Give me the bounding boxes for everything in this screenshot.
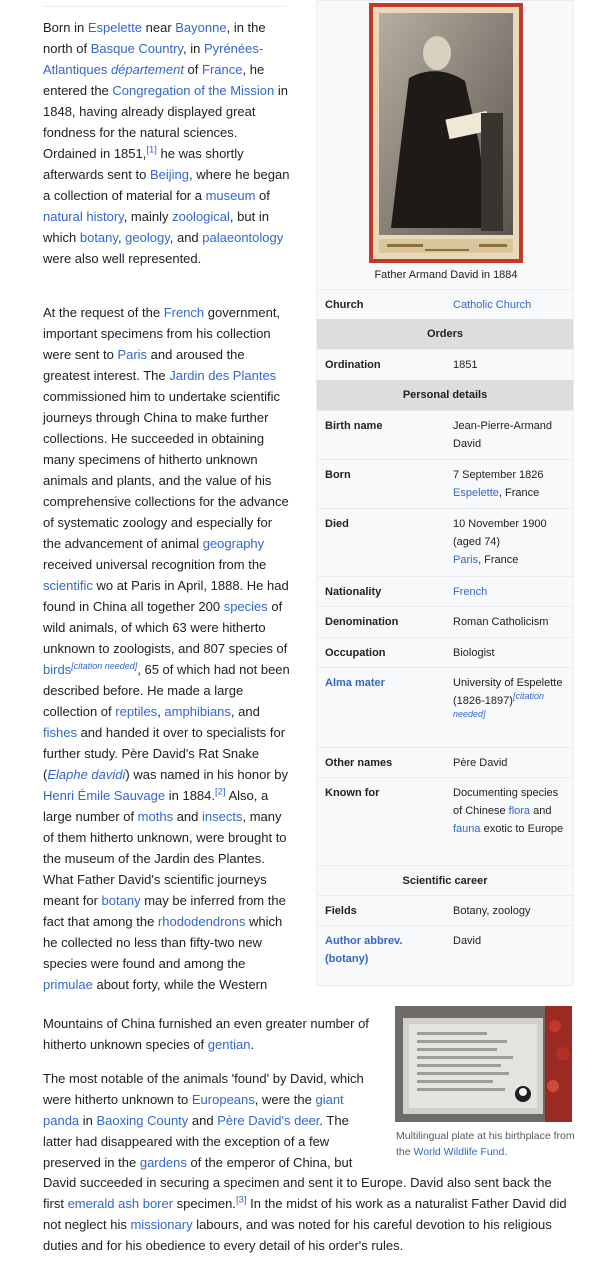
- paragraph-collections: At the request of the French government, important specimens from his collection were sent to Paris and aroused the greatest interest. The Jardin des Plantes commissioned him to undertake scientific journeys through China to make further collections. He succeeded in obtaining many specimens of hitherto unknown animals and plants, and the value of his comprehensive collections for the advance of systematic zoology and especially for the advancement of animal geography received universal recognition from the scientific wo at Paris in April, 1888. He had found in China all together 200 species of wild animals, of which 63 were hitherto unknown to zoologists, and 807 species of birds[citation needed], 65 of which had not been described before. He made a large collection of reptiles, amphibians, and fishes and handed it over to specialists for further study. Père David's Rat Snake (Elaphe davidi) was named in his honor by Henri Émile Sauvage in 1884.[2] Also, a large number of moths and insects, many of them hitherto unknown, were brought to the museum of the Jardin des Plantes. What Father David's scientific journeys meant for botany may be inferred from the fact that among the rhododendrons which he collected no less than fifty-two new species were found and among the primulae about forty, while the Western: [43, 305, 290, 992]
- link-birds[interactable]: birds: [43, 662, 72, 677]
- citation-1[interactable]: [1]: [146, 144, 157, 156]
- link-amphibians[interactable]: amphibians: [164, 704, 231, 719]
- link-europeans[interactable]: Europeans: [191, 1092, 255, 1107]
- header-orders: Orders: [317, 319, 573, 349]
- value-birth-name: Jean-Pierre-Armand David: [453, 420, 553, 450]
- value-denomination: Roman Catholicism: [453, 616, 549, 628]
- portrait-photo[interactable]: [369, 3, 523, 263]
- link-museum[interactable]: museum: [205, 188, 256, 203]
- link-baoxing-county[interactable]: Baoxing County: [96, 1113, 189, 1128]
- label-ordination: Ordination: [325, 359, 381, 371]
- link-fishes[interactable]: fishes: [43, 725, 77, 740]
- link-insects[interactable]: insects: [202, 809, 243, 824]
- label-born: Born: [325, 469, 351, 481]
- row-died: [317, 508, 573, 577]
- link-scientific[interactable]: scientific: [43, 578, 93, 593]
- citation-needed[interactable]: [citation needed]: [71, 660, 138, 671]
- link-natural-history[interactable]: natural history: [43, 209, 124, 224]
- header-personal-details: Personal details: [317, 380, 573, 410]
- link-espelette[interactable]: Espelette: [87, 20, 143, 35]
- row-author-abbrev: [317, 925, 573, 986]
- value-occupation: Biologist: [453, 647, 495, 659]
- paragraph-collections-continued: Mountains of China furnished an even greater number of hitherto unknown species of gentian.: [43, 1016, 369, 1052]
- label-church: Church: [325, 299, 364, 311]
- link-author-abbrev[interactable]: Author abbrev. (botany): [325, 935, 403, 965]
- row-ordination: [317, 349, 573, 380]
- value-born: 7 September 1826 Espelette, France: [453, 469, 544, 499]
- link-france[interactable]: France: [202, 62, 243, 77]
- paragraph-animals-continued: David succeeded in securing a specimen and sent it to Europe. David also sent back the first emerald ash borer specimen.[3] In the midst of his work as a naturalist Father David did not neglect his missionary labours, and was noted for his careful devotion to his religious duties and for his obedience to every detail of his order's rules.: [43, 1175, 567, 1253]
- link-gentian[interactable]: gentian: [207, 1037, 251, 1052]
- label-other-names: Other names: [325, 757, 393, 769]
- link-born-espelette[interactable]: Espelette: [453, 487, 499, 499]
- link-geography[interactable]: geography: [202, 536, 265, 551]
- link-jardin-des-plantes[interactable]: Jardin des Plantes: [169, 368, 277, 383]
- link-botany[interactable]: botany: [79, 230, 118, 245]
- row-known-for: [317, 777, 573, 864]
- link-species[interactable]: species: [223, 599, 268, 614]
- value-died: 10 November 1900 (aged 74) Paris, France: [453, 518, 547, 566]
- link-died-paris[interactable]: Paris: [453, 554, 479, 566]
- link-fauna[interactable]: fauna: [453, 823, 481, 835]
- link-alma-mater[interactable]: Alma mater: [325, 677, 385, 689]
- link-reptiles[interactable]: reptiles: [115, 704, 158, 719]
- value-fields: Botany, zoology: [453, 905, 531, 917]
- photo-caption: Father Armand David in 1884: [374, 269, 518, 281]
- header-scientific-career: Scientific career: [317, 865, 573, 896]
- row-other-names: [317, 747, 573, 778]
- label-nationality: Nationality: [325, 586, 382, 598]
- row-alma-mater: [317, 667, 573, 734]
- label-birth-name: Birth name: [325, 420, 383, 432]
- link-basque-country[interactable]: Basque Country: [90, 41, 183, 56]
- link-primulae[interactable]: primulae: [43, 977, 93, 992]
- link-catholic-church[interactable]: Catholic Church: [453, 299, 532, 311]
- link-henri-emile-sauvage[interactable]: Henri Émile Sauvage: [43, 788, 166, 803]
- link-geology[interactable]: geology: [125, 230, 170, 245]
- link-moths[interactable]: moths: [137, 809, 174, 824]
- citation-2[interactable]: [2]: [215, 786, 226, 798]
- row-born: [317, 459, 573, 509]
- value-known-for: Documenting species of Chinese flora and fauna exotic to Europe: [453, 787, 564, 835]
- plaque-caption: Multilingual plate at his birthplace from the World Wildlife Fund.: [396, 1130, 575, 1158]
- row-occupation: [317, 637, 573, 668]
- link-rhododendrons[interactable]: rhododendrons: [157, 914, 246, 929]
- citation-3[interactable]: [3]: [235, 1194, 247, 1206]
- value-other-names: Père David: [453, 757, 508, 769]
- link-emerald-ash-borer[interactable]: emerald ash borer: [67, 1196, 174, 1211]
- section-divider: [43, 6, 287, 7]
- link-world-wildlife-fund[interactable]: World Wildlife Fund: [413, 1146, 505, 1158]
- link-palaeontology[interactable]: palaeontology: [202, 230, 284, 245]
- infobox: [316, 0, 574, 986]
- link-bayonne[interactable]: Bayonne: [175, 20, 227, 35]
- link-nationality-french[interactable]: French: [453, 586, 488, 598]
- link-botany-2[interactable]: botany: [101, 893, 141, 908]
- link-flora[interactable]: flora: [508, 805, 531, 817]
- paragraph-animals: The most notable of the animals 'found' by David, which were hitherto unknown to Europeans, were the giant panda in Baoxing County and Père David's deer. The latter had disappeared with the exception of a few preserved in the gardens of the emperor of China, but: [43, 1071, 364, 1170]
- row-denomination: [317, 606, 573, 637]
- label-denomination: Denomination: [325, 616, 399, 628]
- link-gardens[interactable]: gardens: [139, 1155, 187, 1170]
- alma-citation-needed[interactable]: [citation needed]: [453, 691, 544, 720]
- link-paris[interactable]: Paris: [117, 347, 148, 362]
- link-zoological[interactable]: zoological: [172, 209, 230, 224]
- value-alma-mater: University of Espelette (1826-1897)[citation needed]: [453, 677, 563, 720]
- label-known-for: Known for: [325, 787, 380, 799]
- label-fields: Fields: [325, 905, 357, 917]
- plaque-photo[interactable]: [395, 1006, 572, 1122]
- row-fields: [317, 895, 573, 926]
- link-congregation-mission[interactable]: Congregation of the Mission: [112, 83, 275, 98]
- link-pere-davids-deer[interactable]: Père David's deer: [217, 1113, 320, 1128]
- link-french[interactable]: French: [163, 305, 205, 320]
- link-beijing[interactable]: Beijing: [149, 167, 189, 182]
- row-birth-name: [317, 410, 573, 460]
- row-nationality: [317, 576, 573, 607]
- row-church: [317, 289, 573, 320]
- link-elaphe-davidi[interactable]: Elaphe davidi: [47, 767, 126, 782]
- link-giant-panda[interactable]: giant panda: [43, 1092, 344, 1128]
- paragraph-early-life: Born in Espelette near Bayonne, in the north of Basque Country, in Pyrénées-Atlantiques département of France, he entered the Congregation of the Mission in 1848, having already displayed great fondness for the natural sciences. Ordained in 1851,[1] he was shortly afterwards sent to Beijing, where he began a collection of material for a museum of natural history, mainly zoological, but in which botany, geology, and palaeontology were also well represented.: [43, 20, 290, 266]
- link-pyrenees-atlantiques[interactable]: Pyrénées-Atlantiques département: [43, 41, 264, 77]
- label-died: Died: [325, 518, 349, 530]
- value-ordination: 1851: [453, 359, 478, 371]
- value-author-abbrev: David: [453, 935, 482, 947]
- link-missionary[interactable]: missionary: [130, 1217, 193, 1232]
- label-occupation: Occupation: [325, 647, 386, 659]
